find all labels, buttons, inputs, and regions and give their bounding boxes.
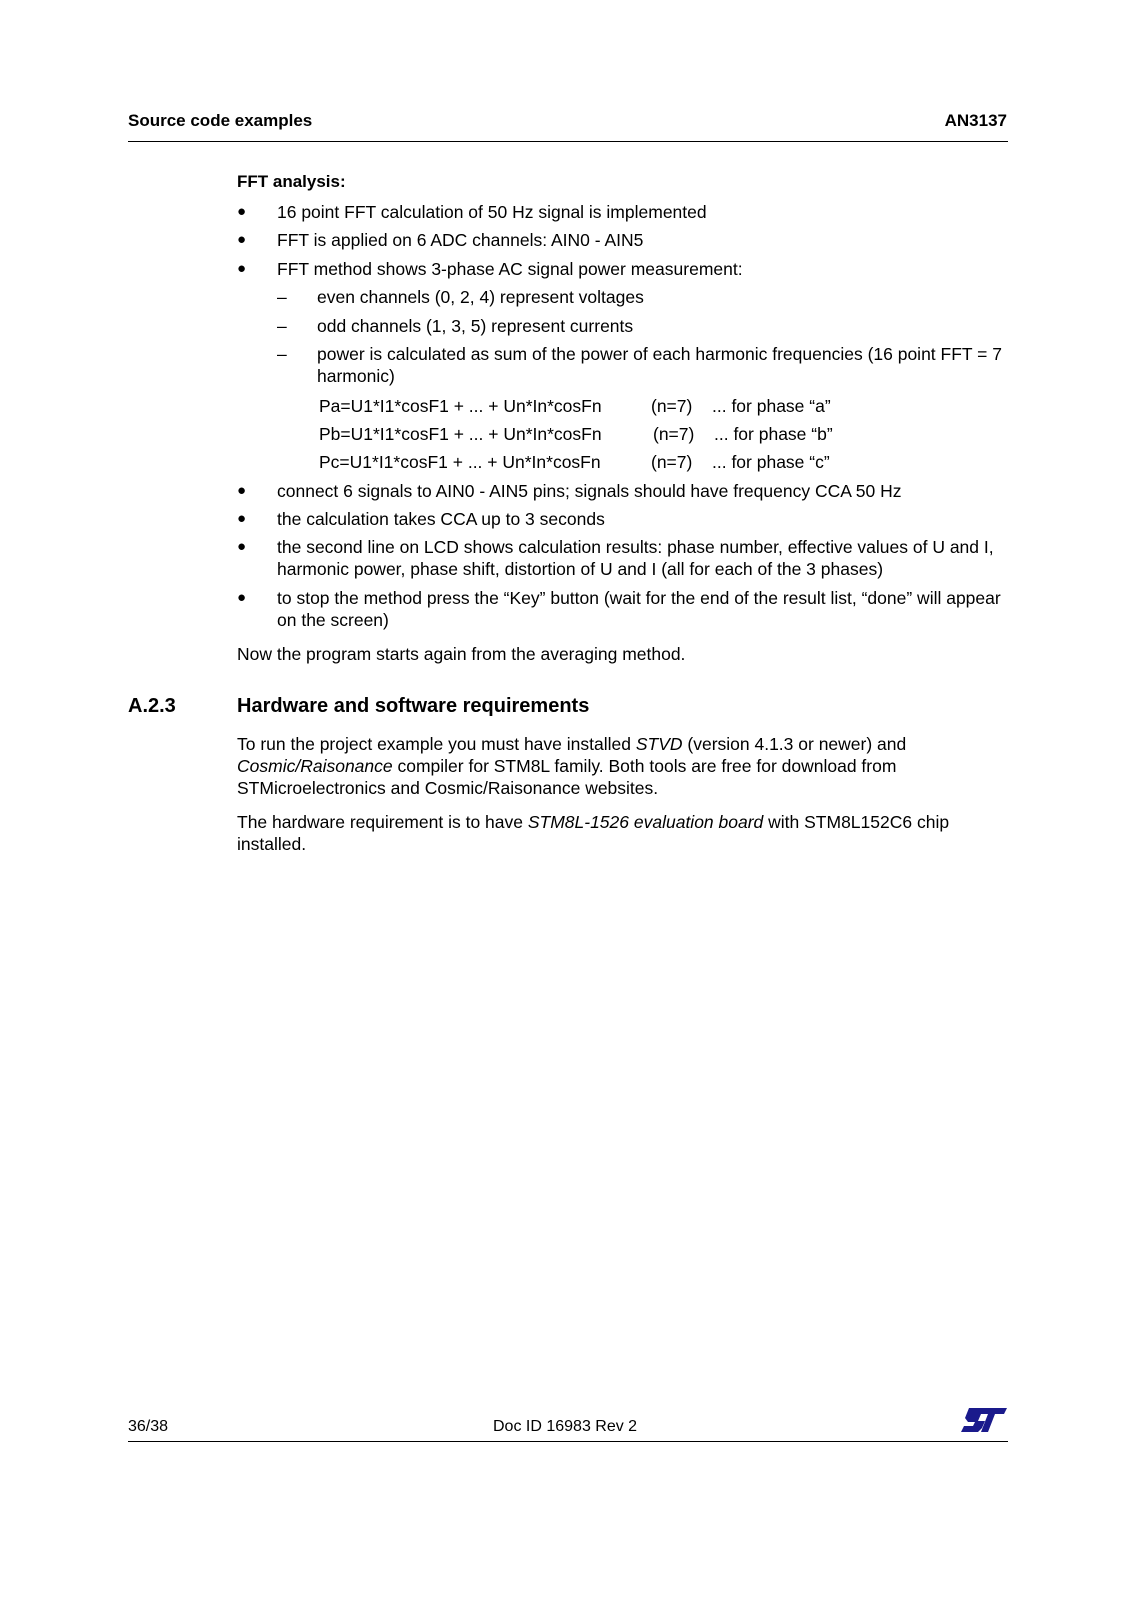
formula-n: (n=7) [651,452,693,472]
header-rule [128,141,1008,142]
list-item: the second line on LCD shows calculation results: phase number, effective values of U and I, harmonic power, phase shift, distortion of U and I (all for each of the 3 phases) [277,537,994,579]
formula-phase-label: ... for phase “b” [714,424,833,444]
formula-phase-label: ... for phase “c” [712,452,830,472]
list-item: connect 6 signals to AIN0 - AIN5 pins; signals should have frequency CCA 50 Hz [277,481,902,501]
dash-glyph: – [277,344,287,364]
dash-glyph: – [277,287,287,307]
text-run: (version 4.1.3 or newer) and [682,734,907,754]
page-number: 36/38 [128,1418,169,1435]
list-item: FFT method shows 3-phase AC signal power measurement: [277,259,743,279]
bullet-glyph: ● [237,203,247,220]
header-section-title: Source code examples [128,111,313,130]
paragraph-software-requirements [237,733,1007,799]
list-item: to stop the method press the “Key” button (wait for the end of the result list, “done” will appear on the screen) [277,588,1001,630]
italic-term: STM8L-1526 evaluation board [527,812,764,832]
formula-phase-label: ... for phase “a” [712,396,831,416]
formula-phase-b: Pb=U1*I1*cosF1 + ... + Un*In*cosFn [319,424,602,444]
section-title: Hardware and software requirements [237,695,590,717]
text-run: The hardware requirement is to have [237,812,528,832]
closing-paragraph: Now the program starts again from the averaging method. [237,644,686,664]
fft-heading: FFT analysis: [237,172,346,191]
italic-term: Cosmic/Raisonance [237,756,393,776]
bullet-glyph: ● [237,260,247,277]
sub-list-item: power is calculated as sum of the power of each harmonic frequencies (16 point FFT = 7 harmonic) [317,344,1002,386]
paragraph-hardware-requirements [237,811,1007,855]
bullet-glyph: ● [237,482,247,499]
formula-phase-a: Pa=U1*I1*cosF1 + ... + Un*In*cosFn [319,396,602,416]
st-logo-icon [961,1406,1007,1434]
formula-n: (n=7) [651,396,693,416]
header-doc-number: AN3137 [944,111,1007,130]
text-run: compiler for STM8L family. Both tools are free for download from STMicroelectronics and Cosmic/Raisonance websites. [237,756,897,798]
list-item: FFT is applied on 6 ADC channels: AIN0 - AIN5 [277,230,644,250]
bullet-glyph: ● [237,510,247,527]
sub-list-item: odd channels (1, 3, 5) represent currents [317,316,634,336]
formula-n: (n=7) [653,424,695,444]
bullet-glyph: ● [237,231,247,248]
italic-term: STVD [635,734,683,754]
bullet-glyph: ● [237,589,247,606]
list-item: the calculation takes CCA up to 3 seconds [277,509,605,529]
formula-phase-c: Pc=U1*I1*cosF1 + ... + Un*In*cosFn [319,452,601,472]
section-number: A.2.3 [128,695,176,717]
doc-id: Doc ID 16983 Rev 2 [493,1418,638,1435]
dash-glyph: – [277,316,287,336]
text-run: with STM8L152C6 chip installed. [237,812,950,854]
bullet-glyph: ● [237,538,247,555]
sub-list-item: even channels (0, 2, 4) represent voltages [317,287,644,307]
footer-rule [128,1441,1008,1442]
text-run: To run the project example you must have installed [237,734,636,754]
list-item: 16 point FFT calculation of 50 Hz signal is implemented [277,202,707,222]
